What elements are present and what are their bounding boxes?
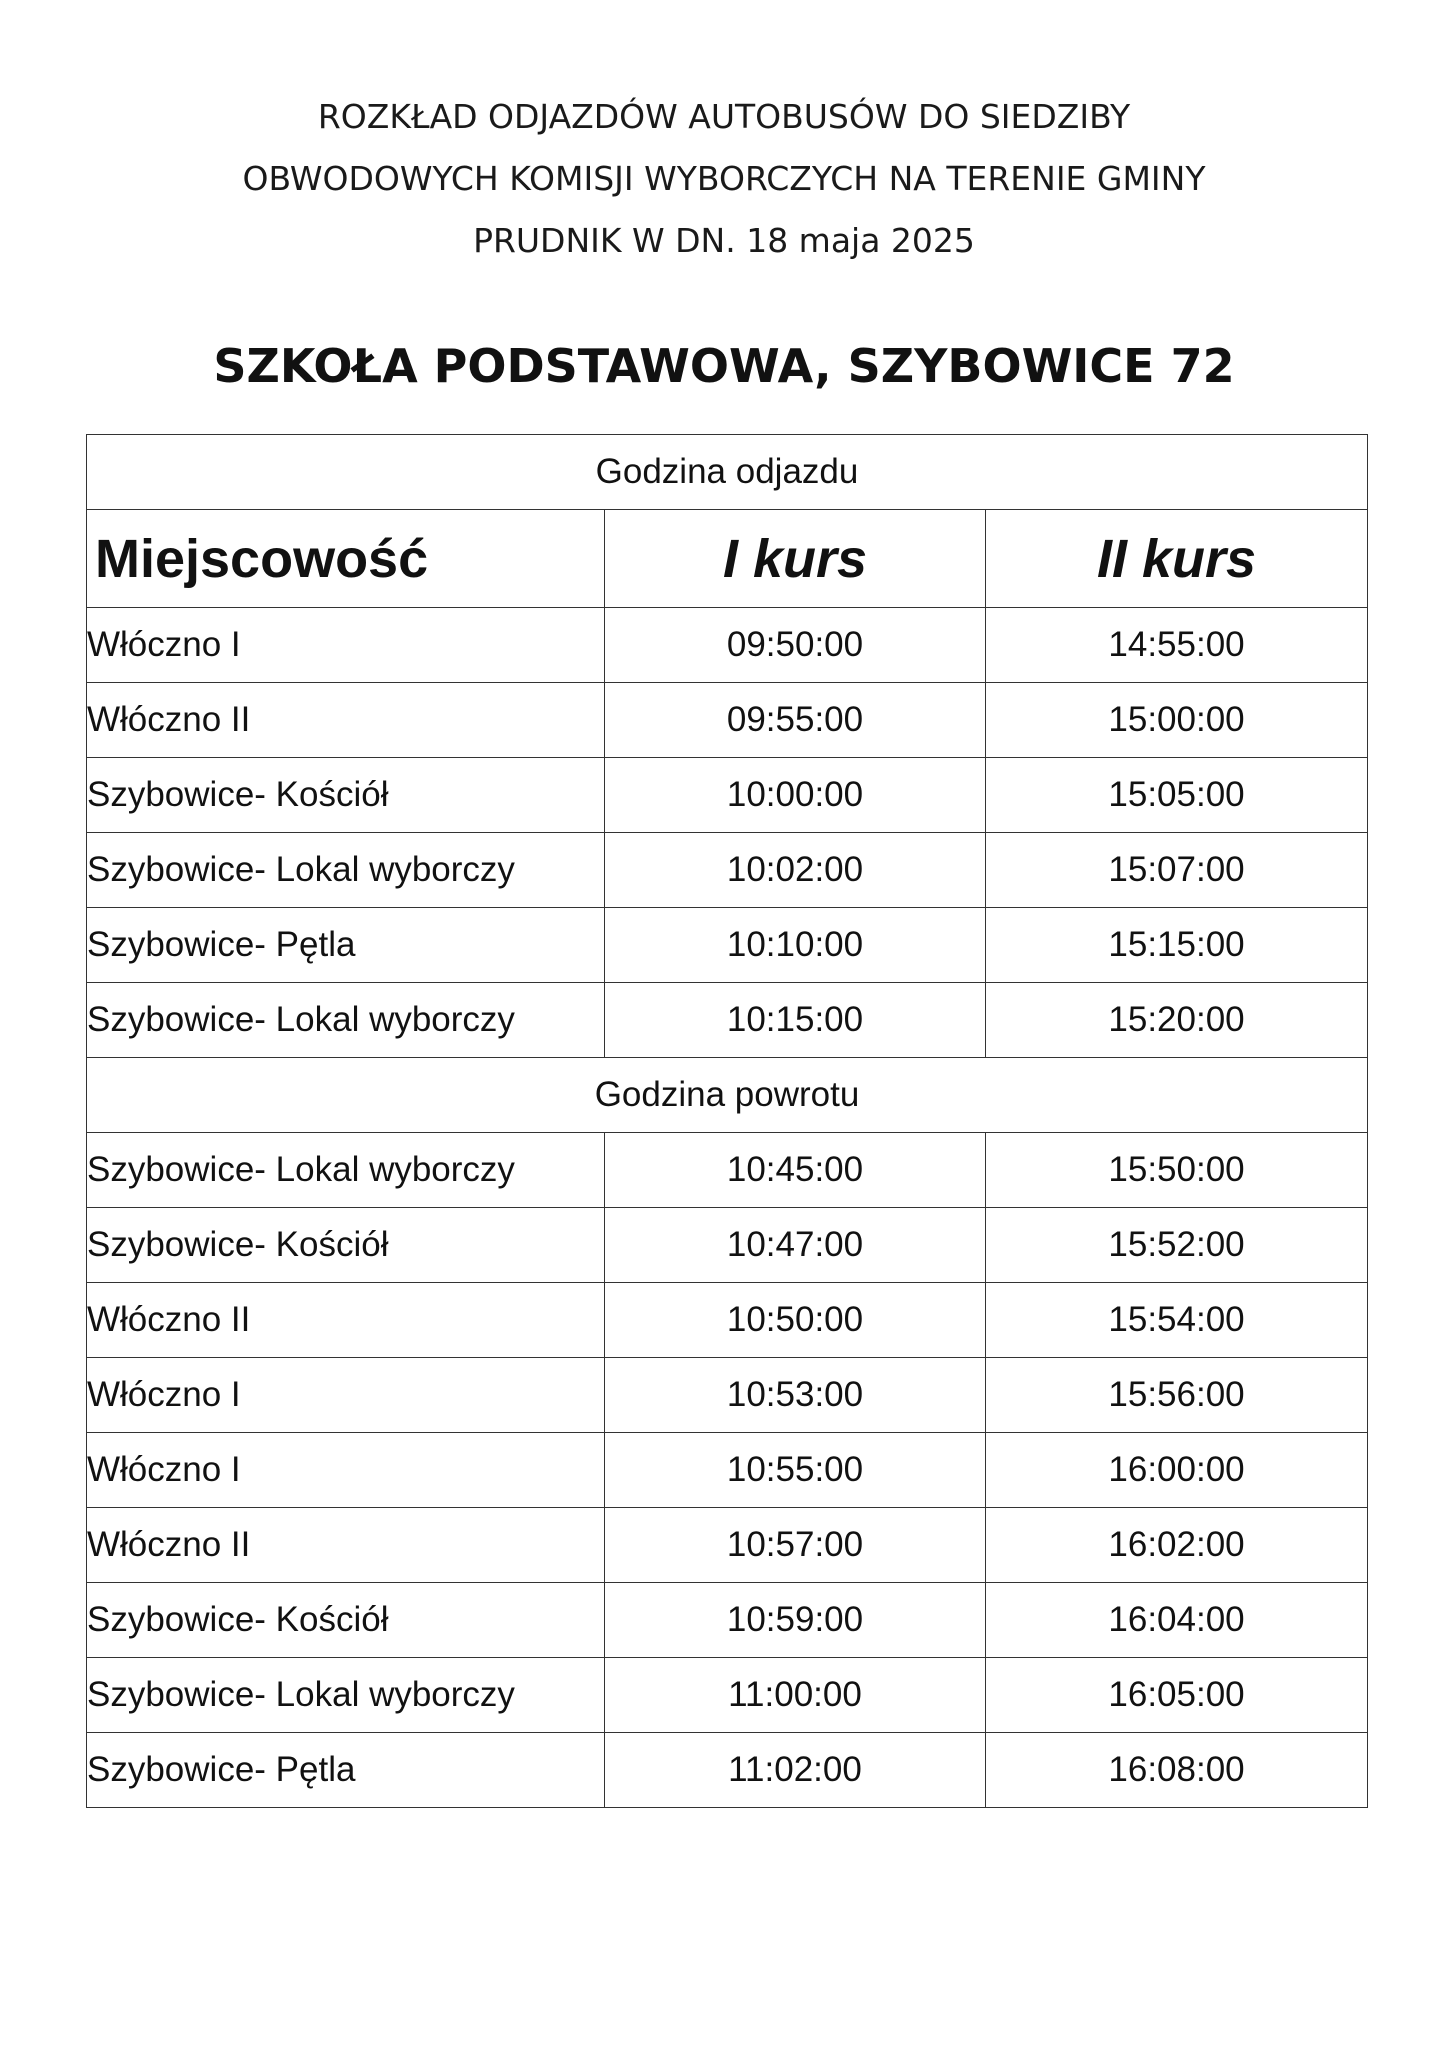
place-cell: Szybowice- Kościół <box>87 1208 605 1283</box>
page-title: SZKOŁA PODSTAWOWA, SZYBOWICE 72 <box>213 339 1235 393</box>
table-row <box>87 1508 1368 1583</box>
place-cell: Szybowice- Lokal wyborczy <box>87 1658 605 1733</box>
place-cell: Włóczno I <box>87 1358 605 1433</box>
time-cell-course-1: 10:00:00 <box>605 758 986 833</box>
time-cell-course-1: 10:50:00 <box>605 1283 986 1358</box>
place-cell: Szybowice- Lokal wyborczy <box>87 1133 605 1208</box>
time-cell-course-1: 11:02:00 <box>605 1733 986 1808</box>
column-header-place: Miejscowość <box>87 510 605 608</box>
table-row <box>87 1283 1368 1358</box>
time-cell-course-1: 10:55:00 <box>605 1433 986 1508</box>
table-row <box>87 1358 1368 1433</box>
table-row <box>87 608 1368 683</box>
time-cell-course-2: 15:15:00 <box>986 908 1368 983</box>
table-row <box>87 908 1368 983</box>
time-cell-course-2: 15:56:00 <box>986 1358 1368 1433</box>
table-row <box>87 1658 1368 1733</box>
place-cell: Szybowice- Pętla <box>87 908 605 983</box>
time-cell-course-2: 16:02:00 <box>986 1508 1368 1583</box>
time-cell-course-1: 09:55:00 <box>605 683 986 758</box>
place-cell: Włóczno I <box>87 608 605 683</box>
return-section-label: Godzina powrotu <box>87 1058 1368 1133</box>
time-cell-course-1: 10:02:00 <box>605 833 986 908</box>
place-cell: Włóczno II <box>87 1283 605 1358</box>
time-cell-course-1: 09:50:00 <box>605 608 986 683</box>
time-cell-course-2: 14:55:00 <box>986 608 1368 683</box>
table-row <box>87 758 1368 833</box>
table-row <box>87 1733 1368 1808</box>
table-row <box>87 833 1368 908</box>
header-line: ROZKŁAD ODJAZDÓW AUTOBUSÓW DO SIEDZIBY <box>317 97 1131 136</box>
return-section-row <box>87 1058 1368 1133</box>
time-cell-course-1: 10:57:00 <box>605 1508 986 1583</box>
time-cell-course-1: 10:10:00 <box>605 908 986 983</box>
header-line: PRUDNIK W DN. 18 maja 2025 <box>473 221 975 260</box>
time-cell-course-1: 10:53:00 <box>605 1358 986 1433</box>
place-cell: Szybowice- Lokal wyborczy <box>87 983 605 1058</box>
time-cell-course-1: 10:47:00 <box>605 1208 986 1283</box>
time-cell-course-2: 15:20:00 <box>986 983 1368 1058</box>
departure-section-label: Godzina odjazdu <box>87 435 1368 510</box>
place-cell: Szybowice- Lokal wyborczy <box>87 833 605 908</box>
table-row <box>87 683 1368 758</box>
time-cell-course-1: 11:00:00 <box>605 1658 986 1733</box>
place-cell: Szybowice- Kościół <box>87 758 605 833</box>
time-cell-course-2: 16:00:00 <box>986 1433 1368 1508</box>
table-row <box>87 1433 1368 1508</box>
column-header-course-2: II kurs <box>986 510 1368 608</box>
place-cell: Szybowice- Pętla <box>87 1733 605 1808</box>
time-cell-course-2: 15:05:00 <box>986 758 1368 833</box>
time-cell-course-2: 16:04:00 <box>986 1583 1368 1658</box>
place-cell: Szybowice- Kościół <box>87 1583 605 1658</box>
time-cell-course-2: 15:00:00 <box>986 683 1368 758</box>
time-cell-course-2: 15:52:00 <box>986 1208 1368 1283</box>
time-cell-course-2: 15:54:00 <box>986 1283 1368 1358</box>
place-cell: Włóczno I <box>87 1433 605 1508</box>
table-row <box>87 1208 1368 1283</box>
time-cell-course-2: 16:05:00 <box>986 1658 1368 1733</box>
departure-section-row <box>87 435 1368 510</box>
column-header-row <box>87 510 1368 608</box>
schedule-table <box>86 434 1368 1808</box>
table-row <box>87 983 1368 1058</box>
time-cell-course-1: 10:15:00 <box>605 983 986 1058</box>
table-row <box>87 1583 1368 1658</box>
time-cell-course-2: 16:08:00 <box>986 1733 1368 1808</box>
place-cell: Włóczno II <box>87 683 605 758</box>
document-header <box>0 86 1448 272</box>
time-cell-course-2: 15:50:00 <box>986 1133 1368 1208</box>
column-header-course-1: I kurs <box>605 510 986 608</box>
time-cell-course-1: 10:59:00 <box>605 1583 986 1658</box>
table-row <box>87 1133 1368 1208</box>
time-cell-course-2: 15:07:00 <box>986 833 1368 908</box>
place-cell: Włóczno II <box>87 1508 605 1583</box>
time-cell-course-1: 10:45:00 <box>605 1133 986 1208</box>
header-line: OBWODOWYCH KOMISJI WYBORCZYCH NA TERENIE GMINY <box>242 159 1206 198</box>
